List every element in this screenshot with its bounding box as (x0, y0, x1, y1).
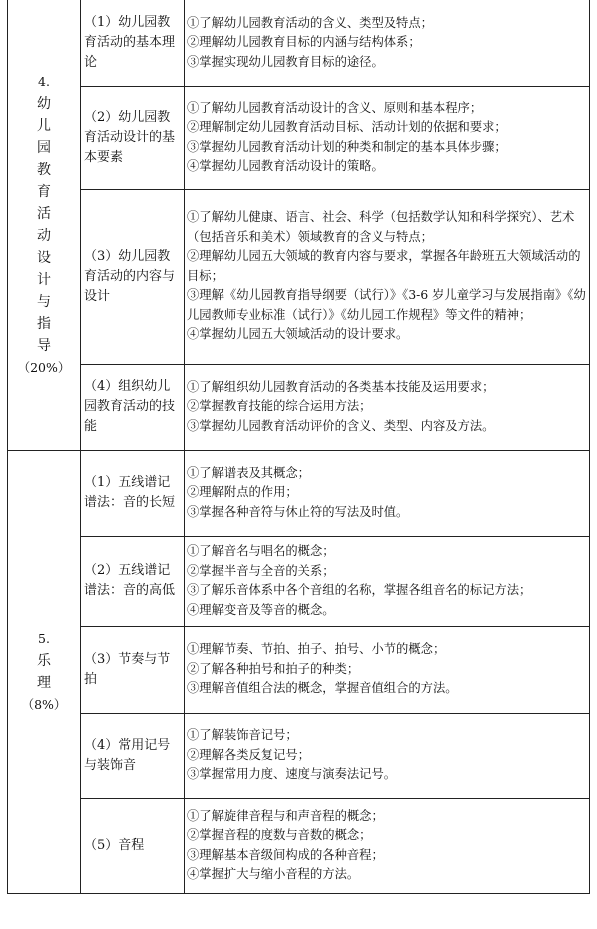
requirement-item: ③掌握常用力度、速度与演奏法记号。 (187, 767, 397, 782)
topic-row (8, 450, 590, 536)
module-title: 乐理 (37, 652, 51, 691)
topic-requirements (185, 0, 590, 86)
requirement-item: ④掌握扩大与缩小音程的方法。 (187, 867, 360, 881)
requirement-item: ①了解谱表及其概念； (187, 465, 310, 480)
requirement-item: ②理解各类反复记号； (187, 747, 310, 762)
requirement-item: ②掌握音程的度数与音数的概念； (187, 828, 372, 842)
module-title: 幼儿园教育活动设计与指导 (37, 95, 51, 354)
topic-name: （2）五线谱记谱法：音的高低 (81, 536, 185, 626)
requirement-item: ②掌握半音与全音的关系； (187, 563, 335, 578)
topic-requirements (185, 189, 590, 364)
requirement-item: ③掌握各种音符与休止符的写法及时值。 (187, 504, 409, 519)
topic-name: （2）幼儿园教育活动设计的基本要素 (81, 86, 185, 189)
topic-requirements (185, 86, 590, 189)
requirement-item: ②理解幼儿园五大领域的教育内容与要求，掌握各年龄班五大领域活动的目标； (187, 249, 581, 283)
module-number: 5. (38, 630, 50, 646)
module-weight: （20%） (17, 359, 71, 375)
requirement-item: ③理解音值组合法的概念，掌握音值组合的方法。 (187, 681, 458, 696)
requirement-item: ③掌握幼儿园教育活动计划的种类和制定的基本具体步骤； (187, 139, 507, 154)
requirement-item: ①理解节奏、节拍、拍子、拍号、小节的概念； (187, 642, 446, 657)
requirement-item: ②理解制定幼儿园教育活动目标、活动计划的依据和要求； (187, 120, 507, 134)
requirement-item: ①了解幼儿健康、语言、社会、科学（包括数学认知和科学探究）、艺术（包括音乐和美术）领域教育的含义与特点； (187, 210, 575, 244)
requirement-item: ②理解附点的作用； (187, 485, 298, 500)
requirement-item: ③理解《幼儿园教育指导纲要（试行）》《3-6 岁儿童学习与发展指南》《幼儿园教师专业标准（试行）》《幼儿园工作规程》等文件的精神； (187, 288, 586, 322)
module-weight: （8%） (21, 696, 67, 712)
requirement-item: ④掌握幼儿园五大领域活动的设计要求。 (187, 327, 409, 342)
requirement-item: ②了解各种拍号和拍子的种类； (187, 661, 360, 676)
requirement-item: ④掌握幼儿园教育活动设计的策略。 (187, 159, 384, 173)
module-number: 4. (38, 73, 50, 89)
topic-name: （4）组织幼儿园教育活动的技能 (81, 364, 185, 450)
topic-row (8, 713, 590, 798)
module-cell (8, 0, 81, 450)
topic-name: （3）节奏与节拍 (81, 626, 185, 713)
topic-name: （1）幼儿园教育活动的基本理论 (81, 0, 185, 86)
topic-row (8, 0, 590, 86)
syllabus-table-body (8, 0, 590, 893)
topic-requirements (185, 536, 590, 626)
requirement-item: ①了解幼儿园教育活动的含义、类型及特点； (187, 15, 433, 30)
topic-name: （3）幼儿园教育活动的内容与设计 (81, 189, 185, 364)
requirement-item: ①了解组织幼儿园教育活动的各类基本技能及运用要求； (187, 379, 495, 394)
requirement-item: ④理解变音及等音的概念。 (187, 602, 335, 617)
syllabus-table (7, 0, 590, 894)
requirement-item: ③掌握实现幼儿园教育目标的途径。 (187, 54, 384, 69)
requirement-item: ③掌握幼儿园教育活动评价的含义、类型、内容及方法。 (187, 418, 495, 433)
topic-row (8, 86, 590, 189)
topic-name: （4）常用记号与装饰音 (81, 713, 185, 798)
topic-row (8, 798, 590, 893)
topic-row (8, 189, 590, 364)
topic-requirements (185, 626, 590, 713)
topic-name: （5）音程 (81, 798, 185, 893)
requirement-item: ②掌握教育技能的综合运用方法； (187, 399, 372, 414)
requirement-item: ①了解幼儿园教育活动设计的含义、原则和基本程序； (187, 100, 483, 115)
requirement-item: ②理解幼儿园教育目标的内涵与结构体系； (187, 35, 421, 49)
requirement-item: ①了解旋律音程与和声音程的概念； (187, 808, 384, 823)
syllabus-page (7, 0, 589, 894)
topic-requirements (185, 364, 590, 450)
topic-row (8, 364, 590, 450)
requirement-item: ③理解基本音级间构成的各种音程； (187, 847, 384, 862)
module-cell (8, 450, 81, 893)
topic-requirements (185, 798, 590, 893)
topic-name: （1）五线谱记谱法：音的长短 (81, 450, 185, 536)
requirement-item: ①了解音名与唱名的概念； (187, 544, 335, 558)
topic-requirements (185, 450, 590, 536)
topic-row (8, 626, 590, 713)
topic-requirements (185, 713, 590, 798)
topic-row (8, 536, 590, 626)
requirement-item: ①了解装饰音记号； (187, 728, 298, 743)
requirement-item: ③了解乐音体系中各个音组的名称，掌握各组音名的标记方法； (187, 583, 532, 597)
